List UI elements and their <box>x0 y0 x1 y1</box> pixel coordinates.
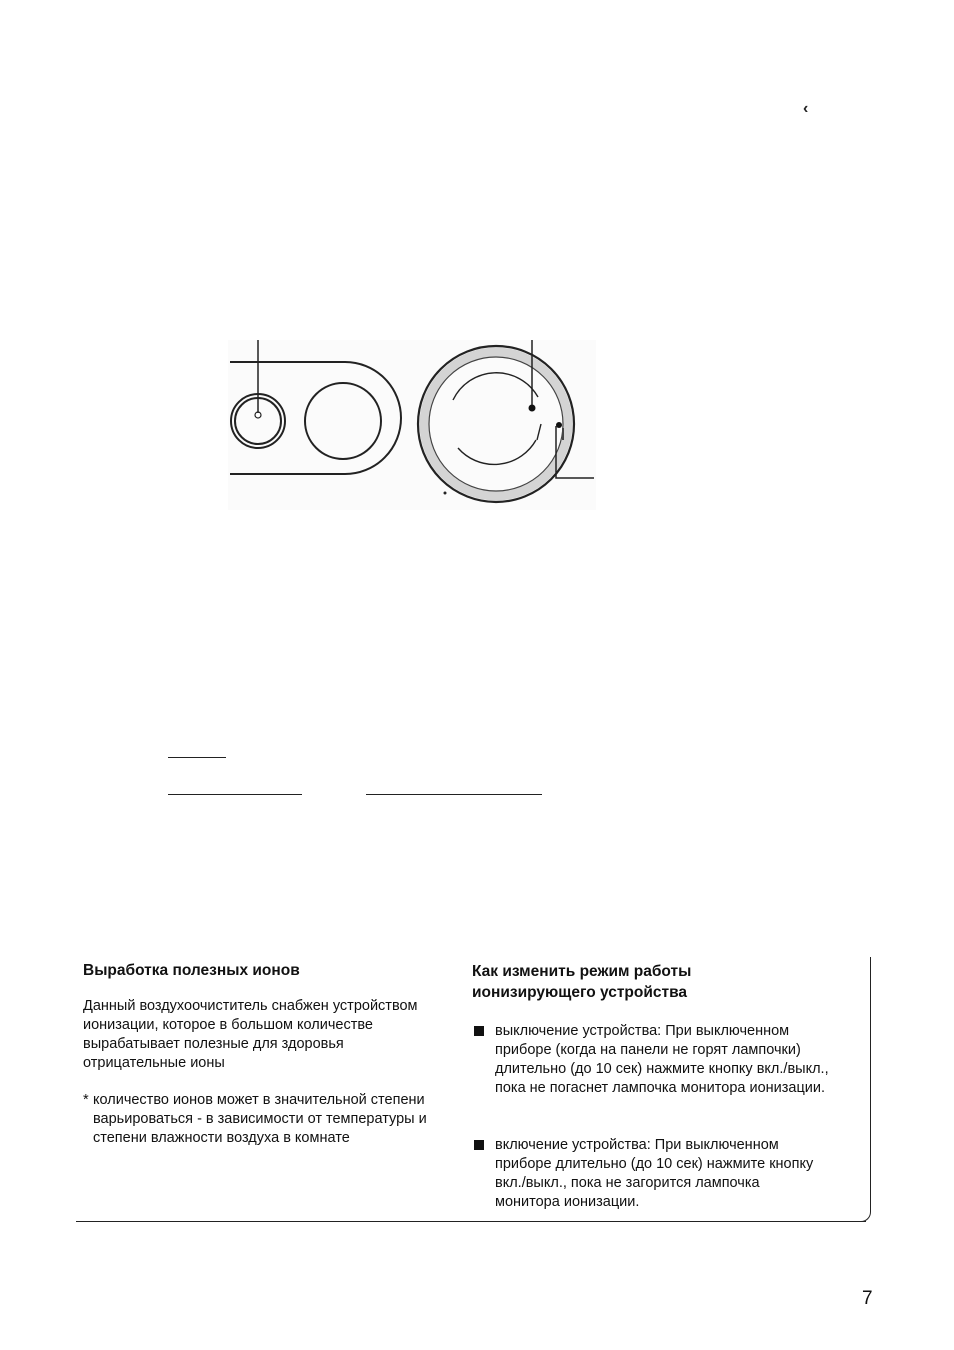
square-bullet-icon <box>474 1140 484 1150</box>
dial-small-dot <box>444 492 447 495</box>
note-text: количество ионов может в значительной степени варьироваться - в зависимости от температуры и степени влажности воздуха в комнате <box>93 1092 427 1146</box>
left-column-heading: Выработка полезных ионов <box>83 962 300 979</box>
blank-rule-1 <box>168 757 226 758</box>
corner-mark: ‹ <box>803 100 809 117</box>
right-column-heading-line2: ионизирующего устройства <box>472 984 688 1001</box>
blank-rule-3 <box>366 794 542 795</box>
asterisk-mark: * <box>83 1092 89 1108</box>
monitor-lamp <box>556 422 562 428</box>
square-bullet-icon <box>474 1026 484 1036</box>
left-column-paragraph: Данный воздухоочиститель снабжен устройством ионизации, которое в большом количестве вырабатывает полезные для здоровья отрицательные ионы <box>83 998 418 1071</box>
blank-rule-2 <box>168 794 302 795</box>
ionizer-lamp <box>529 405 536 412</box>
bullet-text-off: выключение устройства: При выключенном приборе (когда на панели не горят лампочки) длительно (до 10 сек) нажмите кнопку вкл./выкл., пока не погаснет лампочка монитора ионизации. <box>495 1023 829 1096</box>
control-panel-diagram <box>0 0 954 560</box>
frame-right-border <box>870 957 871 1211</box>
page-number: 7 <box>862 1288 873 1309</box>
frame-bottom-border <box>76 1221 866 1222</box>
right-column-heading-line1: Как изменить режим работы <box>472 963 692 980</box>
frame-corner <box>855 1205 871 1222</box>
bullet-text-on: включение устройства: При выключенном приборе длительно (до 10 сек) нажмите кнопку вкл./выкл., пока не загорится лампочка монитора ионизации. <box>495 1137 814 1210</box>
